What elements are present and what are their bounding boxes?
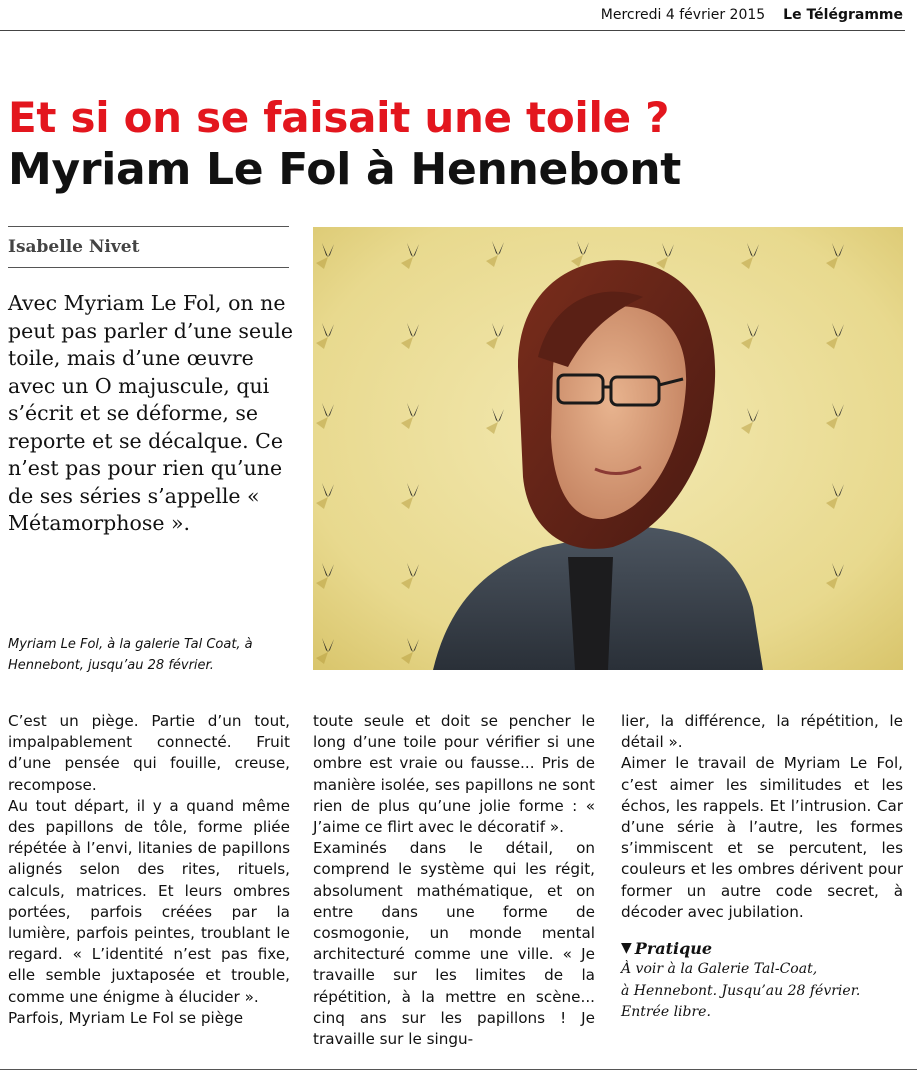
- bottom-divider: [0, 1069, 917, 1070]
- author-byline: [8, 226, 289, 268]
- body-paragraph: Au tout départ, il y a quand même des papillons de tôle, forme pliée répétée à l’envi, litanies de papillons alignés selon des rites, rituels, calculs, matrices. Et leurs ombres portées, parfois créées par la lumière, parfois peintes, troublant le regard. « L’identité n’est pas fixe, elle semble juxtaposée et trouble, comme une énigme à élucider ».: [8, 796, 290, 1006]
- body-paragraph: Aimer le travail de Myriam Le Fol, c’est aimer les similitudes et les échos, les rappels. Et l’intrusion. Car d’une série à l’autre, les formes s’immiscent et se percutent, les couleurs et les ombres dérivent pour former un autre code secret, à décoder avec jubilation.: [621, 754, 903, 921]
- newspaper-name: Le Télégramme: [783, 7, 903, 23]
- pratique-heading: [621, 938, 903, 959]
- headline-title: Myriam Le Fol à Hennebont: [8, 144, 681, 195]
- body-paragraph: toute seule et doit se pencher le long d’une toile pour vérifier si une ombre est vraie ou fausse... Pris de manière isolée, ses papillons ne sont rien de plus qu’une jolie forme : « J’aime ce flirt avec le décoratif ».: [313, 712, 595, 837]
- article-column-3: [621, 711, 903, 1024]
- publication-date: Mercredi 4 février 2015: [600, 7, 766, 23]
- pratique-info: [621, 959, 903, 1024]
- triangle-down-icon: ▼: [621, 940, 632, 957]
- body-paragraph: Examinés dans le détail, on comprend le système qui les régit, absolument mathématique, et on entre dans une forme de cosmogonie, un monde mental architecturé comme une ville. « Je travaille sur les limites de la répétition, à la mettre en scène... cinq ans sur les papillons ! Je travaille sur le singu-: [313, 839, 595, 1049]
- article-column-2: [313, 711, 595, 1050]
- article-photo: [313, 227, 903, 670]
- page-header: [0, 0, 905, 31]
- pratique-line: à Hennebont. Jusqu’au 28 février.: [621, 982, 861, 999]
- article-lead: [8, 290, 293, 538]
- article-headline: [8, 92, 681, 196]
- pratique-line: À voir à la Galerie Tal-Coat,: [621, 961, 818, 978]
- headline-kicker: Et si on se faisait une toile ?: [8, 93, 670, 142]
- photo-caption: Myriam Le Fol, à la galerie Tal Coat, à Hennebont, jusqu’au 28 février.: [8, 637, 253, 673]
- pratique-title: Pratique: [634, 939, 713, 959]
- author-name: Isabelle Nivet: [8, 237, 140, 257]
- pratique-line: Entrée libre.: [621, 1004, 711, 1021]
- body-paragraph: lier, la différence, la répétition, le détail ».: [621, 712, 903, 752]
- article-column-1: [8, 711, 290, 1029]
- body-paragraph: Parfois, Myriam Le Fol se piège: [8, 1008, 244, 1027]
- lead-paragraph: Avec Myriam Le Fol, on ne peut pas parler d’une seule toile, mais d’une œuvre avec un O majuscule, qui s’écrit et se déforme, se reporte et se décalque. Ce n’est pas pour rien qu’une de ses séries s’appelle « Métamorphose ».: [8, 291, 293, 535]
- body-paragraph: C’est un piège. Partie d’un tout, impalpablement connecté. Fruit d’une pensée qui fouille, creuse, recompose.: [8, 712, 290, 794]
